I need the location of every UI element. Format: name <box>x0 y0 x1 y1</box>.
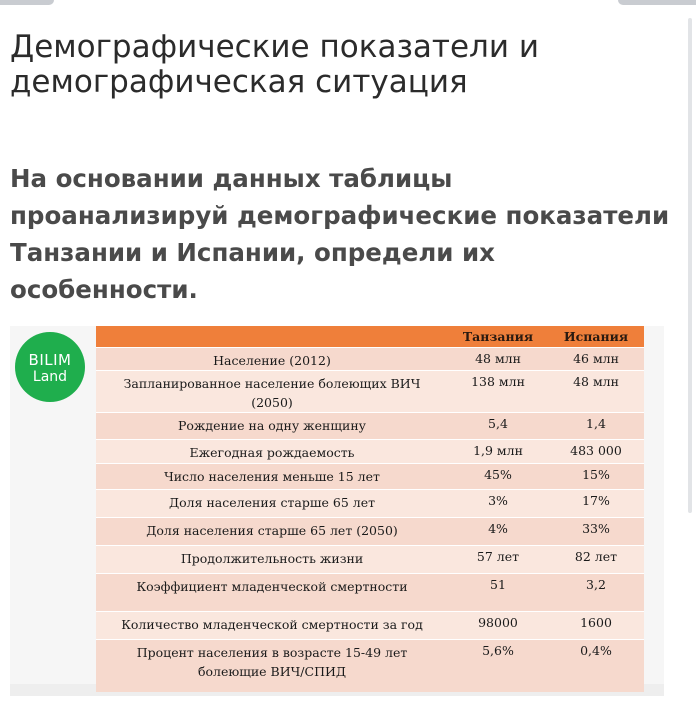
spain-value: 17% <box>548 490 644 518</box>
spain-value: 46 млн <box>548 348 644 371</box>
spain-value: 1,4 <box>548 413 644 440</box>
task-text: На основании данных таблицы проанализируй демографические показатели Танзании и Испании, определи их особенности. <box>10 164 670 304</box>
table-row <box>96 612 644 640</box>
table-row <box>96 371 644 413</box>
top-left-bar <box>0 0 54 5</box>
table-row <box>96 464 644 490</box>
tanzania-value: 138 млн <box>448 371 548 413</box>
row-label: Ежегодная рождаемость <box>96 440 448 464</box>
table-row <box>96 440 644 464</box>
row-label: Процент населения в возрасте 15-49 лет болеющие ВИЧ/СПИД <box>96 640 448 692</box>
spain-value: 33% <box>548 518 644 546</box>
tanzania-value: 48 млн <box>448 348 548 371</box>
scrollbar[interactable] <box>688 18 692 513</box>
logo-line1: BILIM <box>28 351 72 369</box>
row-label: Рождение на одну женщину <box>96 413 448 440</box>
tanzania-value: 4% <box>448 518 548 546</box>
logo-line2: Land <box>32 369 68 385</box>
tanzania-value: 57 лет <box>448 546 548 574</box>
header-label-column <box>96 326 448 348</box>
spain-value: 82 лет <box>548 546 644 574</box>
spain-value: 48 млн <box>548 371 644 413</box>
tanzania-value: 5,4 <box>448 413 548 440</box>
tanzania-value: 51 <box>448 574 548 612</box>
table-header-row <box>96 326 644 348</box>
row-label: Число населения меньше 15 лет <box>96 464 448 490</box>
tanzania-value: 45% <box>448 464 548 490</box>
table-row <box>96 640 644 692</box>
row-label: Доля населения старше 65 лет (2050) <box>96 518 448 546</box>
top-right-bar <box>618 0 696 5</box>
spain-value: 483 000 <box>548 440 644 464</box>
tanzania-value: 1,9 млн <box>448 440 548 464</box>
row-label: Доля населения старше 65 лет <box>96 490 448 518</box>
tanzania-value: 3% <box>448 490 548 518</box>
row-label: Население (2012) <box>96 348 448 371</box>
spain-value: 3,2 <box>548 574 644 612</box>
table-row <box>96 413 644 440</box>
table-row <box>96 348 644 371</box>
row-label: Продолжительность жизни <box>96 546 448 574</box>
spain-value: 1600 <box>548 612 644 640</box>
bilimland-logo <box>15 332 85 402</box>
row-label: Запланированное население болеющих ВИЧ (2050) <box>96 371 448 413</box>
spain-value: 0,4% <box>548 640 644 692</box>
demographics-table <box>96 326 644 692</box>
table-row <box>96 574 644 612</box>
tanzania-value: 98000 <box>448 612 548 640</box>
table-row <box>96 546 644 574</box>
table-image <box>10 326 664 696</box>
row-label: Количество младенческой смертности за год <box>96 612 448 640</box>
header-tanzania: Танзания <box>448 326 548 348</box>
header-spain: Испания <box>548 326 644 348</box>
table-row <box>96 518 644 546</box>
page-title: Демографические показатели и демографическая ситуация <box>10 29 540 100</box>
table-row <box>96 490 644 518</box>
row-label: Коэффициент младенческой смертности <box>96 574 448 612</box>
tanzania-value: 5,6% <box>448 640 548 692</box>
spain-value: 15% <box>548 464 644 490</box>
